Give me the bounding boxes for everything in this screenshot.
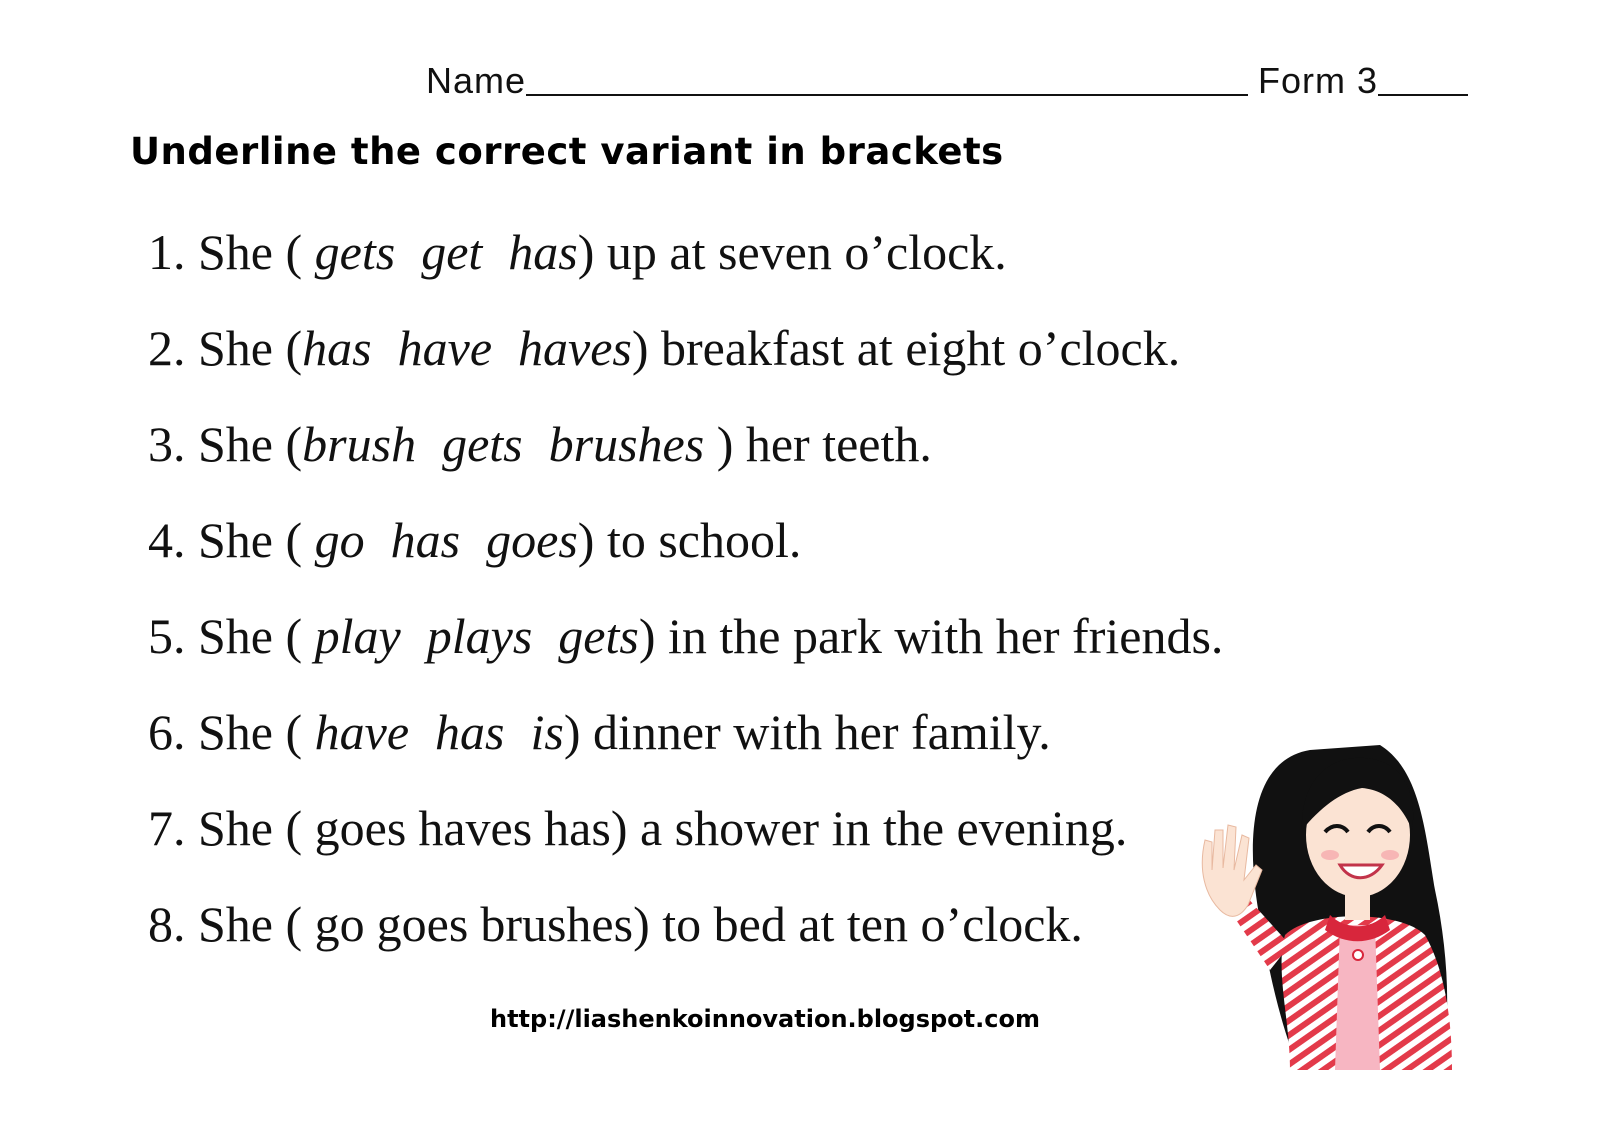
header-line	[426, 52, 1486, 102]
answer-option[interactable]: has	[508, 224, 578, 280]
close-bracket: )	[563, 704, 581, 760]
answer-option[interactable]: play	[314, 608, 401, 664]
answer-option[interactable]: has	[390, 512, 461, 568]
exercise-item	[148, 316, 1223, 412]
exercise-subject: She	[198, 512, 273, 568]
exercise-number: 4.	[148, 512, 186, 568]
waving-hand	[1202, 825, 1262, 916]
answer-option[interactable]: brushes	[480, 896, 634, 952]
exercise-number: 6.	[148, 704, 186, 760]
name-label: Name	[426, 60, 527, 101]
exercise-number: 7.	[148, 800, 186, 856]
exercise-rest: up at seven o’clock.	[594, 224, 1007, 280]
name-blank-line	[526, 54, 1248, 96]
answer-option[interactable]: has	[302, 320, 372, 376]
answer-option[interactable]: has	[435, 704, 505, 760]
answer-option[interactable]: gets	[558, 608, 639, 664]
exercise-subject: She	[198, 320, 273, 376]
exercise-number: 8.	[148, 896, 186, 952]
answer-option[interactable]: brushes	[548, 416, 705, 472]
exercise-subject: She	[198, 416, 273, 472]
exercise-item	[148, 508, 1223, 604]
exercise-list	[148, 220, 1223, 988]
close-bracket: )	[633, 896, 650, 952]
answer-option[interactable]: brush	[302, 416, 417, 472]
close-bracket: )	[577, 224, 595, 280]
exercise-subject: She	[198, 896, 273, 952]
close-bracket: )	[704, 416, 734, 472]
exercise-number: 3.	[148, 416, 186, 472]
exercise-number: 5.	[148, 608, 186, 664]
answer-option[interactable]: goes	[486, 512, 578, 568]
exercise-item	[148, 796, 1223, 892]
answer-option[interactable]: go	[314, 512, 365, 568]
exercise-rest: her teeth.	[733, 416, 932, 472]
open-bracket: (	[285, 896, 315, 952]
exercise-rest: in the park with her friends.	[655, 608, 1224, 664]
open-bracket: (	[285, 800, 315, 856]
exercise-item	[148, 700, 1223, 796]
open-bracket: (	[285, 416, 303, 472]
exercise-subject: She	[198, 608, 273, 664]
open-bracket: (	[285, 512, 315, 568]
answer-option[interactable]: haves	[418, 800, 533, 856]
close-bracket: )	[638, 608, 656, 664]
answer-option[interactable]: is	[530, 704, 564, 760]
form-blank-line	[1378, 54, 1468, 96]
close-bracket: )	[631, 320, 649, 376]
answer-option[interactable]: go	[314, 896, 365, 952]
inner-top	[1335, 925, 1380, 1070]
answer-option[interactable]: gets	[314, 224, 396, 280]
close-bracket: )	[610, 800, 628, 856]
footer-url: http://liashenkoinnovation.blogspot.com	[490, 1005, 1040, 1033]
waving-girl-illustration	[1190, 720, 1480, 1080]
answer-option[interactable]: get	[421, 224, 483, 280]
exercise-number: 2.	[148, 320, 186, 376]
exercise-rest: a shower in the evening.	[627, 800, 1128, 856]
exercise-rest: dinner with her family.	[580, 704, 1051, 760]
open-bracket: (	[285, 608, 315, 664]
exercise-subject: She	[198, 704, 273, 760]
answer-option[interactable]: goes	[314, 800, 407, 856]
answer-option[interactable]: plays	[426, 608, 533, 664]
instructions-heading: Underline the correct variant in brackets	[130, 130, 1004, 173]
exercise-item	[148, 220, 1223, 316]
exercise-item	[148, 604, 1223, 700]
exercise-subject: She	[198, 800, 273, 856]
answer-option[interactable]: have	[314, 704, 410, 760]
exercise-item	[148, 412, 1223, 508]
form-label: Form 3	[1258, 60, 1379, 101]
exercise-subject: She	[198, 224, 273, 280]
close-bracket: )	[577, 512, 595, 568]
open-bracket: (	[285, 704, 315, 760]
brooch	[1353, 950, 1363, 960]
exercise-rest: to school.	[594, 512, 802, 568]
answer-option[interactable]: goes	[376, 896, 469, 952]
answer-option[interactable]: have	[397, 320, 493, 376]
exercise-rest: to bed at ten o’clock.	[649, 896, 1083, 952]
answer-option[interactable]: haves	[518, 320, 632, 376]
open-bracket: (	[285, 320, 303, 376]
answer-option[interactable]: has	[544, 800, 611, 856]
exercise-rest: breakfast at eight o’clock.	[648, 320, 1181, 376]
open-bracket: (	[285, 224, 315, 280]
exercise-number: 1.	[148, 224, 186, 280]
answer-option[interactable]: gets	[442, 416, 523, 472]
exercise-item	[148, 892, 1223, 988]
